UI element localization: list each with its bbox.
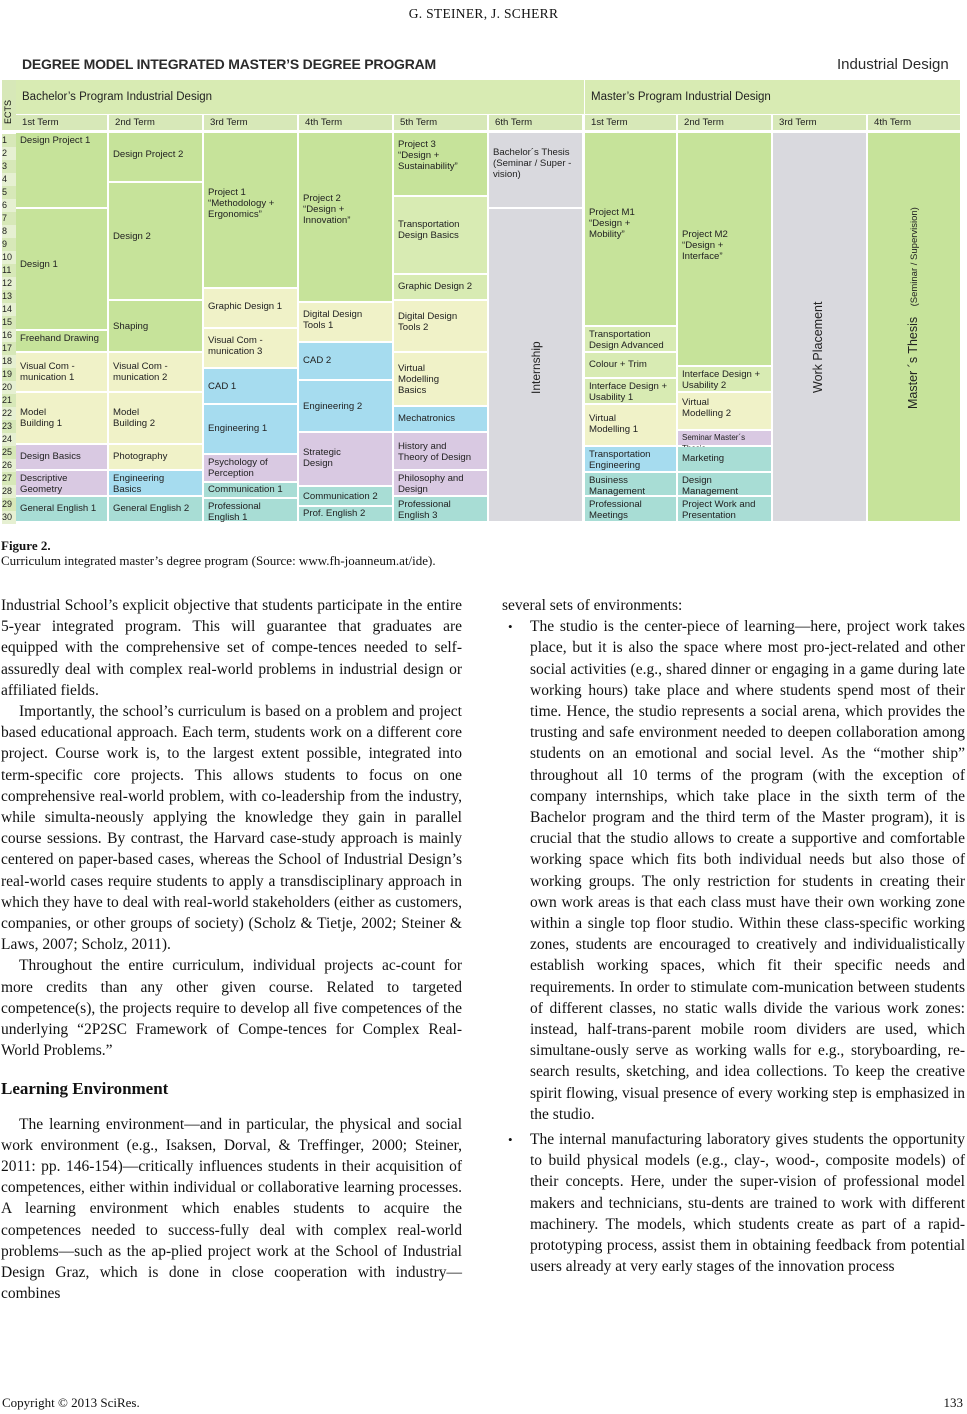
right-column bbox=[502, 595, 965, 1278]
internship-block bbox=[489, 209, 582, 521]
ects-row-number: 5 bbox=[2, 186, 16, 199]
figure-subject: Industrial Design bbox=[837, 56, 949, 73]
term-header: 3rd Term bbox=[204, 115, 297, 130]
ects-row-number: 7 bbox=[2, 212, 16, 225]
ects-row-number: 28 bbox=[2, 485, 16, 498]
list-item-text: The studio is the center-piece of learning—here, project work takes place, but it is also the space where most pro-ject-related and other social activities (e.g., shared dinner or engaging in a game during late working hours) take place and where students spend most of their time. Hence, the studio represents a social arena, which provides the trusting and safe environment needed to deepen collaboration among students on an emotional and social level. As the “mother ship” throughout all 10 terms of the program (with the exception of company internships, which take place in the sixth term of the Bachelor program and the third term of the Master program), it is crucial that the studio allows to create a supportive and comfortable working space which fits both individual needs but also those of working groups. The only restriction for students in creating their own work areas is that each class must have their own working zone within a single top floor studio. Within these class-specific working zones, students are encouraged to creatively and individualistically establish working spaces, which fit their specific needs and requirements. In order to stimulate com-munication between students of different classes, no static walls divide the various work zones: instead, half-trans-parent mobile room dividers are used, which simultane-ously serve as working walls for e.g., storyboarding, re-search results, sketching, and idea collections. To keep the creative spirit flowing, visual presence of every working step is emphasized in the studio. bbox=[530, 618, 965, 1123]
internship-label: Internship bbox=[529, 341, 543, 394]
ects-row-number: 1 bbox=[2, 134, 16, 147]
course-cell: Mechatronics bbox=[394, 407, 487, 431]
course-cell: Business Management bbox=[585, 473, 676, 495]
course-cell: Graphic Design 2 bbox=[394, 275, 487, 299]
paragraph: The learning environment—and in particular, the physical and social work environment (e.g., Isaksen, Dorval, & Treffinger, 2000; Steiner, 2011: pp. 146-154)—critically influences students in their acquisition of competences, either within individual or collaborative learning processes. A learning environment which enables students to acquire the competences needed to success-fully deal with complex real-world problems—such as the ap-plied project work at the School of Industrial Design Graz, which is done in close cooperation with industry—combines bbox=[1, 1115, 462, 1303]
course-cell: Design 1 bbox=[16, 209, 107, 329]
running-head: G. STEINER, J. SCHERR bbox=[408, 6, 559, 21]
ects-row-number: 8 bbox=[2, 225, 16, 238]
master-header bbox=[585, 80, 960, 114]
term-header: 6th Term bbox=[489, 115, 582, 130]
figure-caption bbox=[1, 538, 436, 568]
course-cell: Interface Design + Usability 1 bbox=[585, 379, 676, 403]
course-cell: Design Project 1 bbox=[16, 133, 107, 207]
course-cell: Project Work and Presentation bbox=[678, 497, 771, 521]
master-thesis-block bbox=[868, 133, 960, 521]
course-cell: Shaping bbox=[109, 301, 202, 351]
paragraph: several sets of environments: bbox=[502, 597, 683, 614]
bachelor-header-label: Bachelor’s Program Industrial Design bbox=[22, 91, 213, 103]
ects-row-number: 17 bbox=[2, 342, 16, 355]
bullet-icon: • bbox=[508, 1132, 513, 1148]
course-cell: General English 2 bbox=[109, 497, 202, 521]
figure-title: DEGREE MODEL INTEGRATED MASTER’S DEGREE PROGRAM bbox=[22, 56, 437, 72]
section-heading: Learning Environment bbox=[1, 1079, 169, 1099]
course-cell: Digital Design Tools 1 bbox=[299, 303, 392, 341]
ects-row-number: 15 bbox=[2, 316, 16, 329]
course-cell: General English 1 bbox=[16, 497, 107, 521]
course-cell: Project 3 “Design + Sustainability” bbox=[394, 133, 487, 195]
course-cell: CAD 2 bbox=[299, 343, 392, 379]
ects-row-number: 21 bbox=[2, 394, 16, 407]
course-cell: Freehand Drawing bbox=[16, 331, 107, 351]
course-cell: Engineering Basics bbox=[109, 471, 202, 495]
ects-row-number: 22 bbox=[2, 407, 16, 420]
term-header: 4th Term bbox=[868, 115, 960, 130]
course-cell: Project 2 “Design + Innovation” bbox=[299, 133, 392, 301]
course-cell: Design Management bbox=[678, 473, 771, 495]
ects-label bbox=[2, 80, 16, 130]
ects-row-number: 27 bbox=[2, 472, 16, 485]
course-cell: Project 1 “Methodology + Ergonomics” bbox=[204, 133, 297, 287]
ects-row-number: 6 bbox=[2, 199, 16, 212]
master-header-label: Master’s Program Industrial Design bbox=[591, 91, 771, 103]
course-cell: Interface Design + Usability 2 bbox=[678, 367, 771, 391]
course-cell: Seminar Master´s bbox=[678, 431, 771, 445]
curriculum-figure bbox=[0, 52, 967, 530]
ects-row-number: 26 bbox=[2, 459, 16, 472]
ects-label-text: ECTS bbox=[3, 99, 13, 124]
master-thesis-subtitle: (Seminar / Supervision) bbox=[909, 207, 920, 307]
ects-row-number: 14 bbox=[2, 303, 16, 316]
caption-label: Figure 2. bbox=[1, 538, 51, 553]
course-cell: Design Project 2 bbox=[109, 133, 202, 181]
left-column bbox=[1, 595, 462, 1305]
term-header: 2nd Term bbox=[109, 115, 202, 130]
course-cell: Professional English 3 bbox=[394, 497, 487, 521]
term-header: 4th Term bbox=[299, 115, 392, 130]
ects-row-number: 25 bbox=[2, 446, 16, 459]
course-cell: Visual Com - munication 2 bbox=[109, 353, 202, 391]
course-cell: Virtual Modelling 2 bbox=[678, 393, 771, 429]
ects-row-number: 4 bbox=[2, 173, 16, 186]
course-cell: Project M2 “Design + Interface” bbox=[678, 133, 771, 365]
master-thesis-label bbox=[906, 207, 920, 409]
course-cell: Graphic Design 1 bbox=[204, 289, 297, 327]
ects-row-number: 9 bbox=[2, 238, 16, 251]
term-header: 2nd Term bbox=[678, 115, 771, 130]
ects-row-number: 3 bbox=[2, 160, 16, 173]
copyright: Copyright © 2013 SciRes. bbox=[2, 1395, 140, 1410]
course-cell: CAD 1 bbox=[204, 369, 297, 403]
course-cell: Virtual Modelling Basics bbox=[394, 353, 487, 405]
course-cell: Model Building 2 bbox=[109, 393, 202, 443]
course-cell: History and Theory of Design bbox=[394, 433, 487, 469]
ects-row-number: 13 bbox=[2, 290, 16, 303]
course-cell: Project M1 “Design + Mobility” bbox=[585, 133, 676, 325]
ects-row-number: 12 bbox=[2, 277, 16, 290]
ects-row-number: 30 bbox=[2, 511, 16, 524]
course-cell: Professional Meetings bbox=[585, 497, 676, 521]
course-cell: Visual Com - munication 1 bbox=[16, 353, 107, 391]
term-header: 5th Term bbox=[394, 115, 487, 130]
course-cell: Photography bbox=[109, 445, 202, 469]
course-cell: Transportation Design Advanced bbox=[585, 327, 676, 351]
ects-row-number: 20 bbox=[2, 381, 16, 394]
list-item-text: The internal manufacturing laboratory gives students the opportunity to build physical models (e.g., clay-, wood-, composite models) of their concepts. Here, under the super-vision of professional model makers and technicians, stu-dents are trained to work with different machinery. The models, which students create as part of a rapid-prototyping process, assist them in obtaining feedback from potential users already at very early stages of the innovation process bbox=[530, 1131, 965, 1276]
work-placement-block bbox=[773, 133, 866, 521]
course-cell: Transportation Design Basics bbox=[394, 197, 487, 273]
bullet-list bbox=[502, 616, 965, 1277]
course-cell: Design Basics bbox=[16, 445, 107, 469]
course-cell: Strategic Design bbox=[299, 433, 392, 485]
work-placement-label: Work Placement bbox=[811, 301, 825, 393]
course-cell: Digital Design Tools 2 bbox=[394, 301, 487, 351]
course-cell: Philosophy and Design bbox=[394, 471, 487, 495]
ects-row-number: 2 bbox=[2, 147, 16, 160]
paragraph: Industrial School’s explicit objective that students participate in the entire 5-year integrated program. This will guarantee that graduates are equipped with the comprehensive set of compe-tences needed to self-assuredly deal with complex real-world problems in industrial design or affiliated fields. bbox=[1, 597, 462, 699]
course-cell: Colour + Trim bbox=[585, 353, 676, 377]
course-cell: Professional English 1 bbox=[204, 499, 297, 521]
course-cell: Prof. English 2 bbox=[299, 507, 392, 521]
course-cell: Marketing bbox=[678, 447, 771, 471]
ects-row-number: 19 bbox=[2, 368, 16, 381]
ects-row-number: 11 bbox=[2, 264, 16, 277]
course-cell: Communication 2 bbox=[299, 487, 392, 505]
list-item bbox=[502, 1129, 965, 1277]
term-header: 1st Term bbox=[16, 115, 107, 130]
course-cell: Descriptive Geometry bbox=[16, 471, 107, 495]
course-cell: Visual Com - munication 3 bbox=[204, 329, 297, 367]
master-thesis-title: Master ´s Thesis bbox=[906, 316, 920, 409]
term-header: 3rd Term bbox=[773, 115, 866, 130]
ects-row-number: 10 bbox=[2, 251, 16, 264]
course-cell: Engineering 2 bbox=[299, 381, 392, 431]
ects-row-number: 23 bbox=[2, 420, 16, 433]
ects-row-number: 29 bbox=[2, 498, 16, 511]
course-cell: Model Building 1 bbox=[16, 393, 107, 443]
course-cell: Transportation Engineering bbox=[585, 447, 676, 471]
ects-row-number: 18 bbox=[2, 355, 16, 368]
course-cell: Design 2 bbox=[109, 183, 202, 299]
paragraph: Importantly, the school’s curriculum is based on a problem and project based educational approach. Each term, students work on a different core project. Course work is, to the largest extent possible, integrated into term-specific core projects. This allows students to focus on one comprehensive real-world problem, with co-leadership from the industry, while simulta-neously applying the knowledge they gain in parallel course sessions. By contrast, the Harvard case-study approach is mainly centered on paper-based cases, whereas the School of Industrial Design’s real-world cases require students to apply a transdisciplinary approach in which they have to deal with real-world stakeholders (either as customers, companies, or other groups of society) (Scholz & Tietje, 2002; Steiner & Laws, 2007; Scholz, 2011). bbox=[1, 703, 462, 954]
ects-row-number: 16 bbox=[2, 329, 16, 342]
page-number: 133 bbox=[943, 1395, 963, 1410]
course-cell: Psychology of Perception bbox=[204, 455, 297, 481]
term-header: 1st Term bbox=[585, 115, 676, 130]
course-cell: Engineering 1 bbox=[204, 405, 297, 453]
paragraph: Throughout the entire curriculum, individual projects ac-count for more credits than any other given course. Related to targeted competence(s), the projects require to develop all five competences of the underlying “2P2SC Framework of Compe-tences for Complex Real-World Problems.” bbox=[1, 957, 462, 1060]
list-item bbox=[502, 616, 965, 1125]
ects-row-number: 24 bbox=[2, 433, 16, 446]
bachelor-header bbox=[16, 80, 584, 114]
bullet-icon: • bbox=[508, 619, 513, 635]
course-cell: Virtual Modelling 1 bbox=[585, 405, 676, 445]
caption-text: Curriculum integrated master’s degree program (Source: www.fh-joanneum.at/ide). bbox=[1, 553, 436, 568]
course-cell: Bachelor´s Thesis (Seminar / Super - vision) bbox=[489, 133, 582, 207]
course-cell: Communication 1 bbox=[204, 483, 297, 497]
